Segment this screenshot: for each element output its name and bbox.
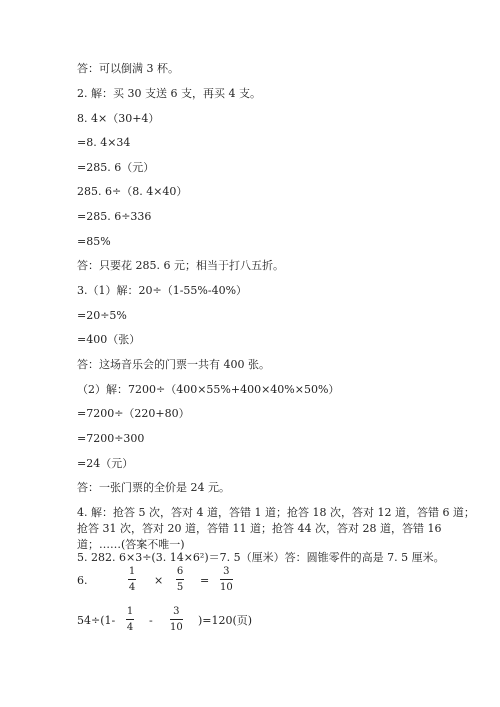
solution-3-part-2-answer: 答：一张门票的全价是 24 元。 bbox=[77, 481, 230, 494]
eq7-prefix: 54÷(1- bbox=[77, 614, 116, 627]
fraction-bar bbox=[176, 579, 184, 580]
eq6-number: 6. bbox=[77, 574, 88, 587]
solution-4-line-3: 道；……(答案不唯一) bbox=[77, 538, 185, 551]
solution-2-step-4: 285. 6÷（8. 4×40） bbox=[77, 185, 188, 198]
eq6-f3-numerator: 3 bbox=[223, 566, 230, 577]
eq7-fraction-2 bbox=[170, 606, 183, 633]
solution-3-part-1-step-2: =400（张） bbox=[77, 333, 141, 346]
eq7-f1-numerator: 1 bbox=[126, 606, 134, 617]
solution-3-part-1-step-1: =20÷5% bbox=[77, 309, 127, 322]
solution-2-step-2: =8. 4×34 bbox=[77, 136, 131, 149]
solution-2-answer: 答：只要花 285. 6 元；相当于打八五折。 bbox=[77, 259, 284, 272]
answer-line-1: 答：可以倒满 3 杯。 bbox=[77, 62, 179, 75]
eq6-f2-numerator: 6 bbox=[176, 566, 184, 577]
fraction-bar bbox=[128, 579, 136, 580]
eq7-suffix: )=120(页) bbox=[198, 614, 253, 627]
eq7-f2-numerator: 3 bbox=[173, 606, 180, 617]
eq7-f1-denominator: 4 bbox=[126, 622, 134, 633]
fraction-bar bbox=[220, 579, 233, 580]
eq6-f3-denominator: 10 bbox=[220, 582, 233, 593]
eq6-f1-numerator: 1 bbox=[128, 566, 136, 577]
eq6-fraction-1 bbox=[128, 566, 136, 593]
fraction-bar bbox=[170, 619, 183, 620]
solution-3-part-2-step-1: =7200÷（220+80） bbox=[77, 407, 190, 420]
eq6-equals: = bbox=[200, 574, 210, 587]
eq7-f2-denominator: 10 bbox=[170, 622, 183, 633]
eq6-fraction-2 bbox=[176, 566, 184, 593]
solution-4-line-2: 抢答 31 次，答对 20 道，答错 11 道；抢答 44 次，答对 28 道，答错 16 bbox=[77, 522, 442, 535]
eq6-f2-denominator: 5 bbox=[176, 582, 184, 593]
eq7-minus: - bbox=[149, 614, 153, 627]
eq6-f1-denominator: 4 bbox=[128, 582, 136, 593]
solution-3-part-1-header: 3.（1）解：20÷（1-55%-40%） bbox=[77, 284, 248, 297]
eq6-times: × bbox=[154, 574, 164, 587]
fraction-bar bbox=[126, 619, 134, 620]
solution-2-step-5: =285. 6÷336 bbox=[77, 210, 152, 223]
solution-2-step-6: =85% bbox=[77, 235, 111, 248]
solution-2-header: 2. 解：买 30 支送 6 支，再买 4 支。 bbox=[77, 87, 261, 100]
solution-3-part-2-step-3: =24（元） bbox=[77, 457, 134, 470]
eq6-fraction-3 bbox=[220, 566, 233, 593]
solution-3-part-2-header: （2）解：7200÷（400×55%+400×40%×50%） bbox=[77, 383, 340, 396]
solution-5-line: 5. 282. 6×3÷(3. 14×6²)＝7. 5（厘米）答：圆锥零件的高是 7. 5 厘米。 bbox=[77, 551, 445, 564]
solution-3-part-2-step-2: =7200÷300 bbox=[77, 432, 145, 445]
solution-3-part-1-answer: 答：这场音乐会的门票一共有 400 张。 bbox=[77, 358, 270, 371]
solution-4-line-1: 4. 解：抢答 5 次，答对 4 道，答错 1 道；抢答 18 次，答对 12 道，答错 6 道； bbox=[77, 506, 475, 519]
eq7-fraction-1 bbox=[126, 606, 134, 633]
solution-2-step-3: =285. 6（元） bbox=[77, 161, 155, 174]
solution-2-step-1: 8. 4×（30+4） bbox=[77, 112, 160, 125]
